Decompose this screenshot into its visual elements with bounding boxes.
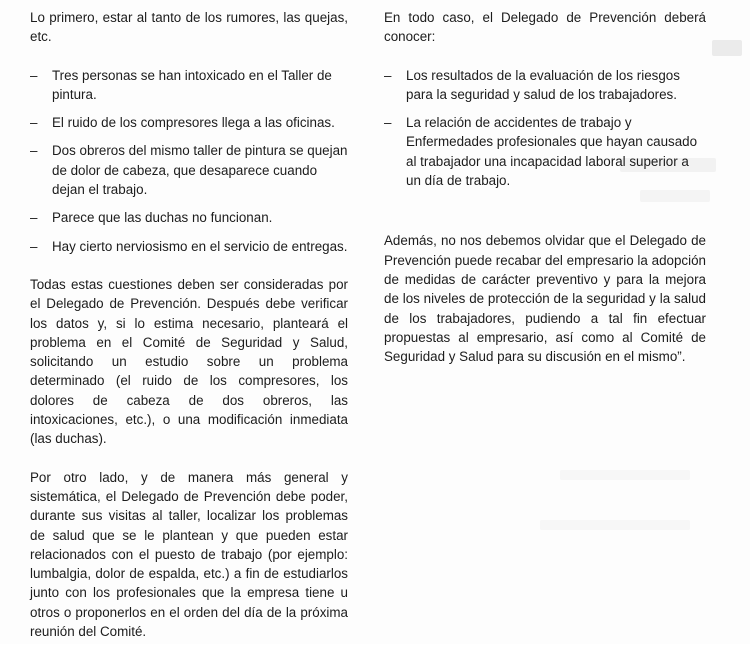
list-item: – Los resultados de la evaluación de los riesgos para la seguridad y salud de los trabajadores.	[384, 66, 706, 105]
right-paragraph-1: Además, no nos debemos olvidar que el Delegado de Prevención puede recabar del empresario la adopción de medidas de carácter preventivo y para la mejora de los niveles de protección de la seguridad y la salud de los trabajadores, pudiendo a tal fin efectuar propuestas al empresario, así como al Comité de Seguridad y Salud para su discusión en el mismo”.	[384, 233, 706, 365]
bleed-through-mark	[560, 470, 690, 480]
list-item: – El ruido de los compresores llega a las oficinas.	[30, 113, 348, 132]
left-rumor-list	[30, 66, 348, 256]
left-paragraph-1: Todas estas cuestiones deben ser consideradas por el Delegado de Prevención. Después debe verificar los datos y, si lo estima necesario, planteará el problema en el Comité de Seguridad y Salud, solicitando un estudio sobre un problema determinado (el ruido de los compresores, los dolores de cabeza de dos obreros, las intoxicaciones, etc.), o una modificación inmediata (las duchas).	[30, 276, 348, 447]
list-item: – Dos obreros del mismo taller de pintura se quejan de dolor de cabeza, que desaparece cuando dejan el trabajo.	[30, 141, 348, 199]
spacer	[384, 209, 706, 231]
list-item: – La relación de accidentes de trabajo y Enfermedades profesionales que hayan causado al trabajador una incapacidad laboral superior a un día de trabajo.	[384, 113, 706, 190]
left-paragraph-2: Por otro lado, y de manera más general y sistemática, el Delegado de Prevención debe poder, durante sus visitas al taller, localizar los problemas de salud que se le plantean y que pueden estar relacionados con el puesto de trabajo (por ejemplo: lumbalgia, dolor de espalda, etc.) a fin de estudiarlos junto con los profesionales que la empresa tiene u otros o proponerlos en el orden del día de la próxima reunión del Comité.	[30, 469, 348, 640]
right-intro-paragraph: En todo caso, el Delegado de Prevención deberá conocer:	[384, 10, 706, 45]
left-intro-paragraph: Lo primero, estar al tanto de los rumores, las quejas, etc.	[30, 10, 348, 45]
right-knowledge-list	[384, 66, 706, 191]
left-column	[30, 8, 348, 660]
bleed-through-mark	[712, 40, 742, 56]
list-item: – Parece que las duchas no funcionan.	[30, 208, 348, 227]
right-column	[384, 8, 706, 385]
list-item: – Hay cierto nerviosismo en el servicio de entregas.	[30, 237, 348, 256]
bleed-through-mark	[540, 520, 690, 530]
list-item: – Tres personas se han intoxicado en el Taller de pintura.	[30, 66, 348, 105]
